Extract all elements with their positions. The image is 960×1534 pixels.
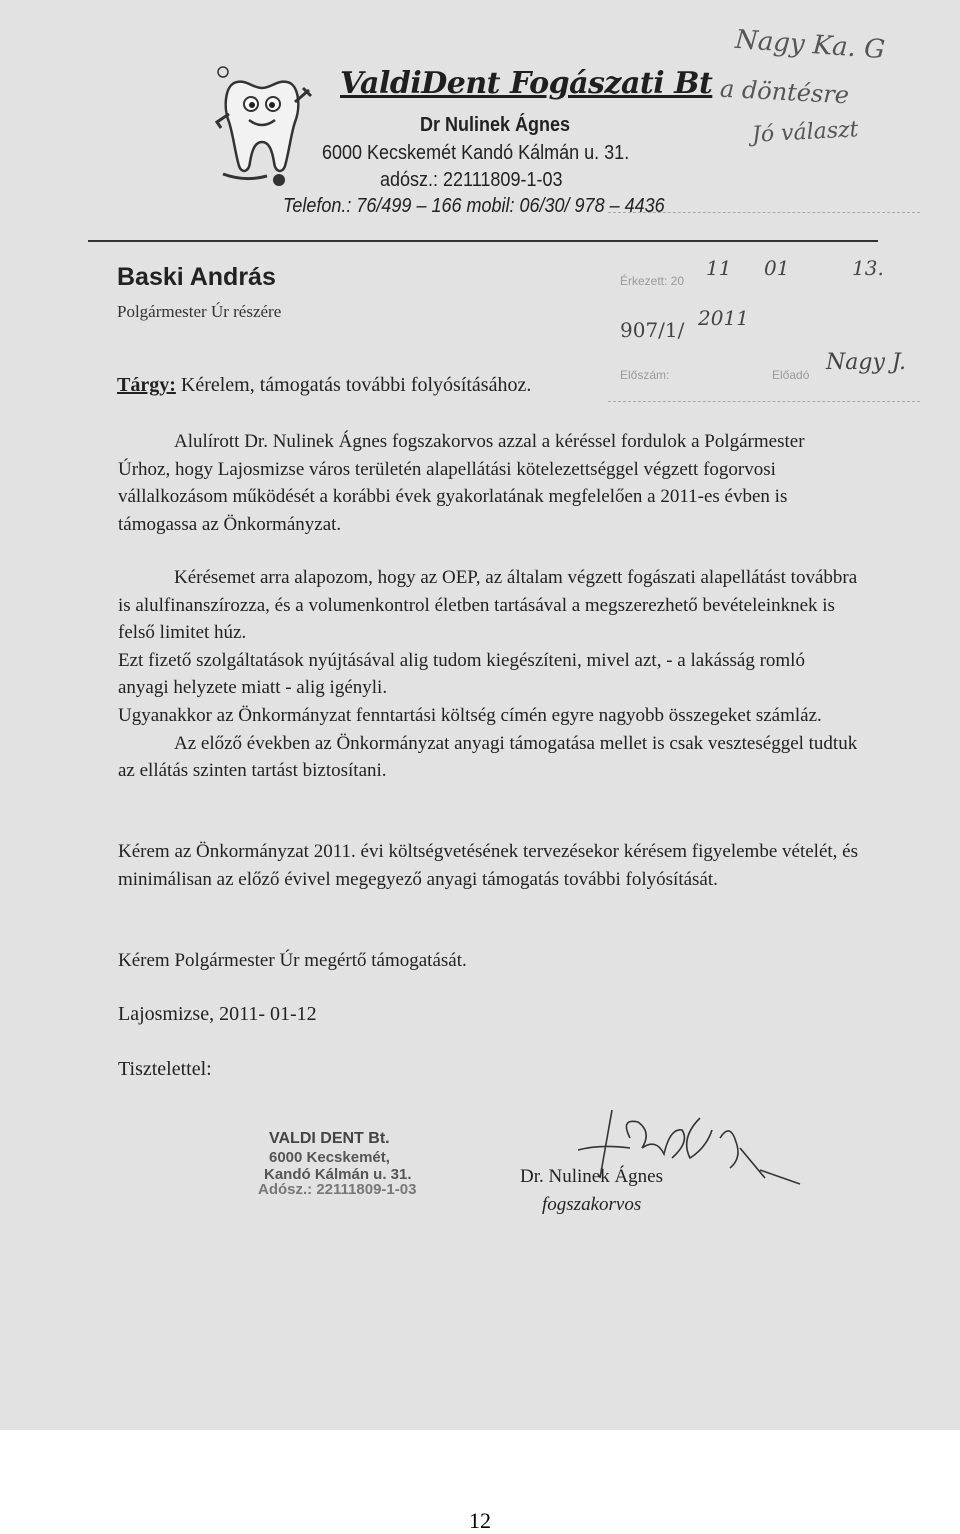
subject-line [117, 374, 531, 397]
phone-numbers: Telefon.: 76/499 – 166 mobil: 06/30/ 978 – 4436 [283, 195, 665, 217]
paragraph-1-text: Alulírott Dr. Nulinek Ágnes fogszakorvos azzal a kéréssel fordulok a Polgármester Úrhoz, hogy Lajosmizse város területén alapellátási kötelezettséggel végzett fogorvosi vállalkozásom működését a korábbi évek gyakorlatának megfelelően a 2011-es évben is támogassa az Önkormányzat. [118, 431, 805, 535]
paragraph-2-part-2: Ezt fizető szolgáltatások nyújtásával alig tudom kiegészíteni, mivel azt, - a lakásság romló anyagi helyzete miatt - alig igényli. [118, 649, 805, 699]
paragraph-3 [118, 838, 858, 893]
company-stamp-line4: Adósz.: 22111809-1-03 [258, 1181, 417, 1198]
stamp-received-month: 01 [764, 256, 790, 280]
paragraph-1 [118, 428, 858, 538]
signature-title: fogszakorvos [542, 1194, 642, 1215]
closing: Tisztelettel: [118, 1058, 212, 1080]
paragraph-4 [118, 947, 858, 975]
company-stamp-line3: Kandó Kálmán u. 31. [264, 1166, 412, 1183]
stamp-attachment-label: Előszám: [620, 368, 670, 382]
paragraph-2-part-1: Kérésemet arra alapozom, hogy az OEP, az általam végzett fogászati alapellátást továbbra is alulfinanszírozza, és a volumenkontrol életben tartásával a megszerezhető bevételeinknek is felső limitet húz. [118, 567, 858, 644]
handwritten-note-line1: Nagy Ka. G [734, 24, 886, 66]
tooth-logo [215, 62, 315, 192]
stamp-received-day: 13. [852, 256, 884, 280]
company-name: ValdiDent Fogászati Bt [340, 66, 713, 101]
recipient-name: Baski András [117, 263, 276, 291]
paragraph-4-text: Kérem Polgármester Úr megértő támogatását. [118, 950, 467, 971]
subject-label: Tárgy: [117, 374, 176, 396]
subject-text: Kérelem, támogatás további folyósításához. [180, 374, 532, 396]
doctor-name: Dr Nulinek Ágnes [420, 114, 571, 136]
stamp-number: 907/1/ [620, 318, 685, 342]
page-number: 12 [469, 1508, 491, 1533]
paragraph-2 [118, 564, 858, 785]
company-stamp-line1: VALDI DENT Bt. [269, 1130, 390, 1147]
stamp-handler: Nagy J. [826, 350, 906, 375]
stamp-received-year: 11 [706, 256, 732, 280]
stamp-handler-label: Előadó [772, 368, 810, 382]
handwritten-note-line2: a döntésre [719, 74, 850, 110]
company-address: 6000 Kecskemét Kandó Kálmán u. 31. [322, 142, 630, 164]
company-stamp-line2: 6000 Kecskemét, [269, 1149, 390, 1166]
recipient-title: Polgármester Úr részére [117, 302, 282, 321]
handwritten-note-line3: Jó választ [751, 117, 860, 148]
paragraph-2-part-4: Az előző években az Önkormányzat anyagi támogatása mellet is csak veszteséggel tudtuk az ellátás szinten tartást biztosítani. [118, 732, 858, 782]
paragraph-2-part-3: Ugyanakkor az Önkormányzat fenntartási költség címén egyre nagyobb összegeket számláz. [118, 704, 822, 726]
stamp-received-label: Érkezett: 20 [620, 274, 685, 288]
place-and-date: Lajosmizse, 2011- 01-12 [118, 1003, 317, 1025]
paragraph-3-text: Kérem az Önkormányzat 2011. évi költségvetésének tervezésekor kérésem figyelembe vételét, és minimálisan az előző évivel megegyező anyagi támogatás további folyósítását. [118, 841, 858, 890]
stamp-number-year: 2011 [698, 306, 749, 330]
tax-id: adósz.: 22111809-1-03 [380, 169, 563, 191]
signature-name: Dr. Nulinek Ágnes [520, 1166, 664, 1187]
